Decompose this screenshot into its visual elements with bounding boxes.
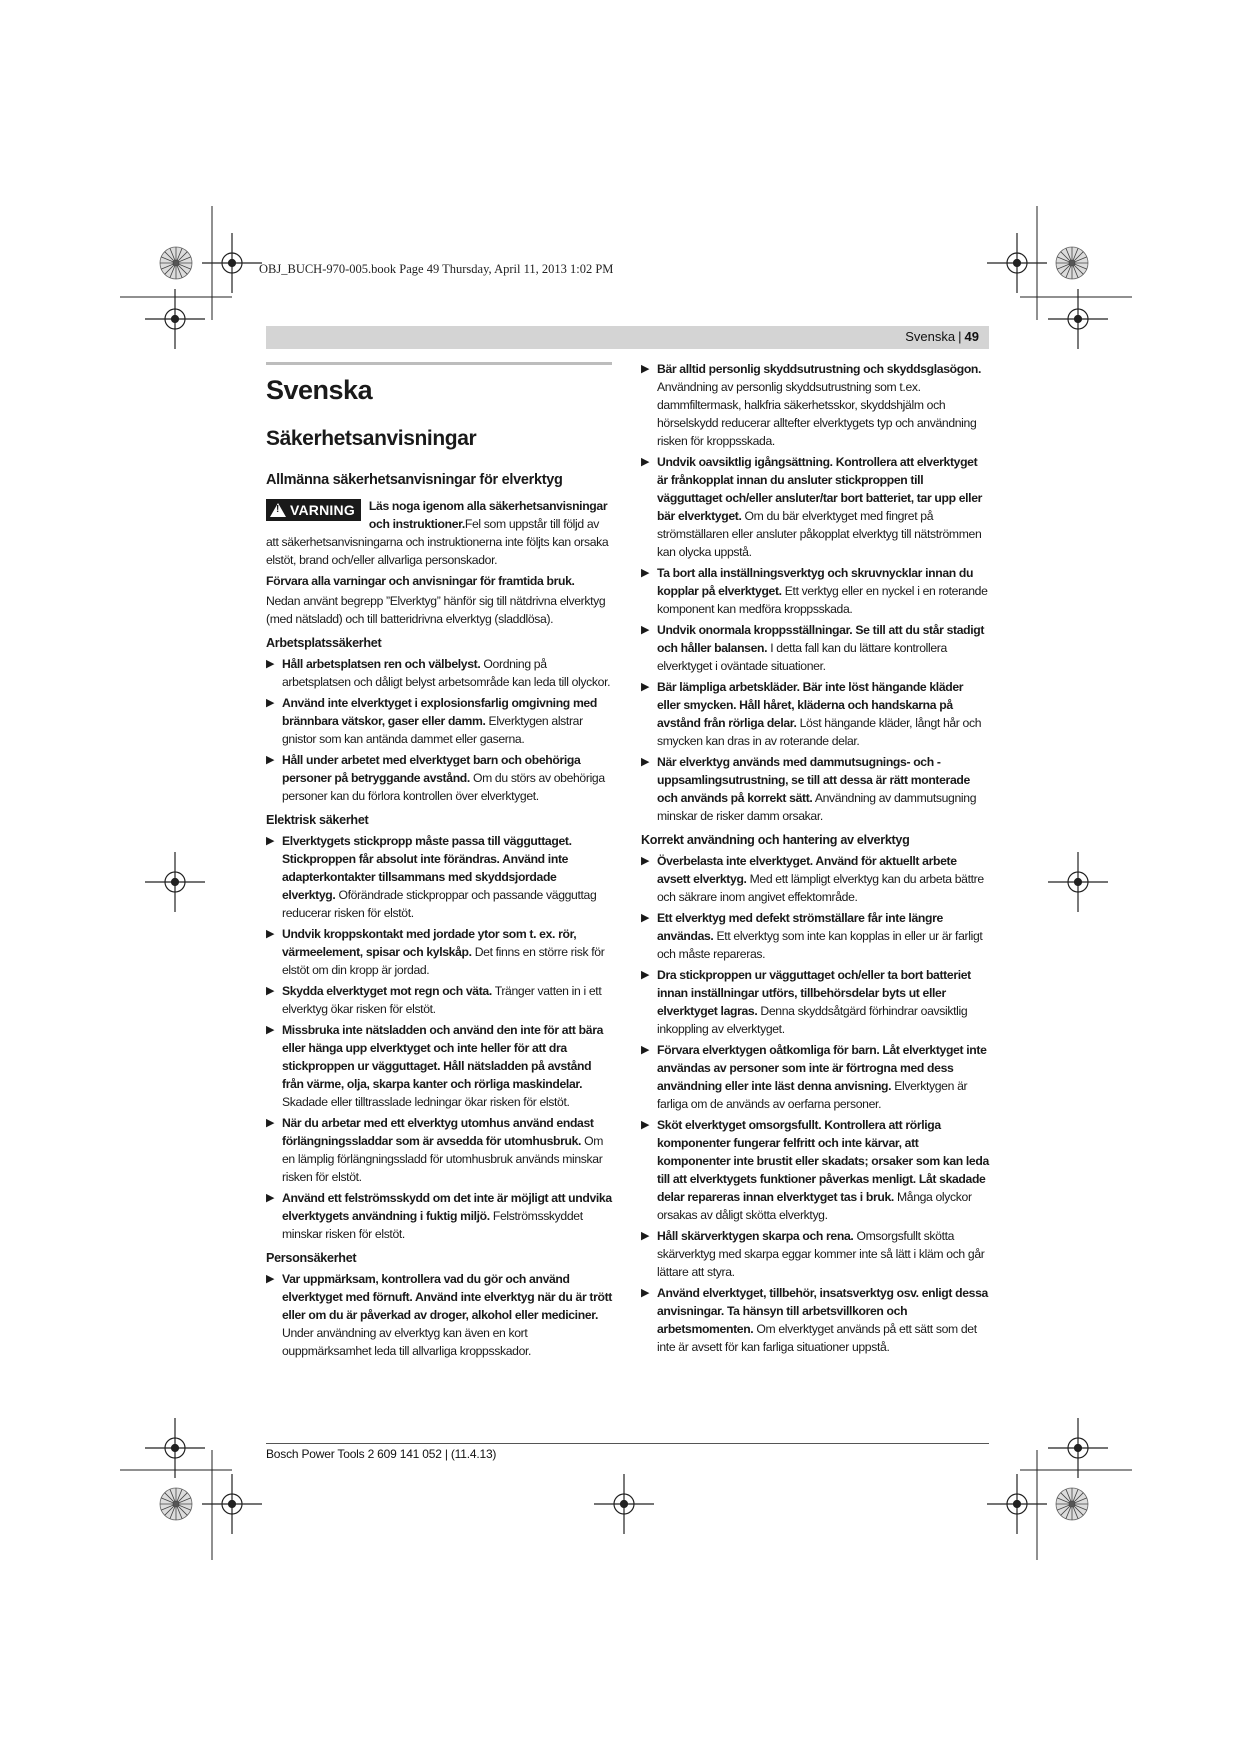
item-text: Om du störs av obehöriga personer kan du förlora kontrollen över elverktyget. xyxy=(282,771,605,803)
bullet-arrow-icon: ▶ xyxy=(641,456,650,468)
personal-safety-continued xyxy=(641,360,989,825)
item-text: Elverktygen är farliga om de används av oerfarna personer. xyxy=(657,1079,968,1111)
item-text: Om elverktyget används på ett sätt som det inte är avsett för kan farliga situationer uppstå. xyxy=(657,1322,977,1354)
group-heading: Korrekt användning och hantering av elverktyg xyxy=(641,833,910,847)
keep-notice: Förvara alla varningar och anvisningar för framtida bruk. xyxy=(266,574,575,588)
bullet-arrow-icon: ▶ xyxy=(641,624,650,636)
item-lead: Ett elverktyg med defekt strömställare får inte längre användas. xyxy=(657,911,943,943)
item-lead: Håll skärverktygen skarpa och rena. xyxy=(657,1229,854,1243)
right-column xyxy=(641,357,989,1356)
list-item xyxy=(266,925,612,979)
item-text: Löst hängande kläder, långt hår och smycken kan dras in av roterande delar. xyxy=(657,716,982,748)
list-item xyxy=(641,966,989,1038)
item-lead: Använd inte elverktyget i explosionsfarlig omgivning med brännbara vätskor, gaser eller damm. xyxy=(282,696,597,728)
item-text: Om en lämplig förlängningssladd för utomhusbruk används minskar risken för elstöt. xyxy=(282,1134,604,1184)
registration-star-icon xyxy=(160,1488,192,1520)
item-text: Felströmsskyddet minskar risken för elstöt. xyxy=(282,1209,583,1241)
item-lead: Undvik onormala kroppsställningar. Se till att du står stadigt och håller balansen. xyxy=(657,623,985,655)
item-lead: Dra stickproppen ur vägguttaget och/eller ta bort batteriet innan inställningar utförs, tillbehörsdelar byts ut eller elverktyget lagras. xyxy=(657,968,971,1018)
item-text: Många olyckor orsakas av dåligt skötta elverktyg. xyxy=(657,1190,972,1222)
bullet-arrow-icon: ▶ xyxy=(641,756,650,768)
list-item xyxy=(266,1114,612,1186)
item-lead: Håll under arbetet med elverktyget barn och obehöriga personer på betryggande avstånd. xyxy=(282,753,581,785)
list-item xyxy=(641,621,989,675)
group-heading: Arbetsplatssäkerhet xyxy=(266,636,382,650)
list-item xyxy=(641,909,989,963)
registration-cross-icon xyxy=(202,233,262,293)
item-lead: Använd elverktyget, tillbehör, insatsverktyg osv. enligt dessa anvisningar. Ta hänsyn till arbetsvillkoren och arbetsmomenten. xyxy=(657,1286,988,1336)
list-item xyxy=(641,1227,989,1281)
warning-badge xyxy=(266,499,361,521)
warning-badge-label: VARNING xyxy=(290,502,355,518)
item-lead: Var uppmärksam, kontrollera vad du gör och använd elverktyget med förnuft. Använd inte elverktyg när du är trött eller om du är påverkad av droger, alkohol eller mediciner. xyxy=(282,1272,612,1322)
title-rule xyxy=(266,362,612,365)
registration-cross-icon xyxy=(1048,852,1108,912)
item-lead: Undvik kroppskontakt med jordade ytor som t. ex. rör, värmeelement, spisar och kylskåp. xyxy=(282,927,577,959)
page-number: 49 xyxy=(964,329,979,344)
warning-triangle-icon xyxy=(270,503,286,517)
item-text: Det finns en större risk för elstöt om din kropp är jordad. xyxy=(282,945,605,977)
group-heading: Personsäkerhet xyxy=(266,1251,357,1265)
book-info-line: OBJ_BUCH-970-005.book Page 49 Thursday, April 11, 2013 1:02 PM xyxy=(259,262,614,276)
registration-star-icon xyxy=(1056,247,1088,279)
bullet-arrow-icon: ▶ xyxy=(266,985,275,997)
item-lead: Bär lämpliga arbetskläder. Bär inte löst hängande kläder eller smycken. Håll håret, kläderna och handskarna på avstånd från rörliga delar. xyxy=(657,680,964,730)
list-item xyxy=(641,453,989,561)
item-text: Skadade eller tilltrasslade ledningar ökar risken för elstöt. xyxy=(282,1095,570,1109)
list-item xyxy=(266,655,612,691)
bullet-arrow-icon: ▶ xyxy=(266,1192,275,1204)
list-item xyxy=(641,360,989,450)
registration-cross-icon xyxy=(145,289,205,349)
registration-star-icon xyxy=(1056,1488,1088,1520)
list-item xyxy=(266,832,612,922)
bullet-arrow-icon: ▶ xyxy=(641,912,650,924)
section-heading: Säkerhetsanvisningar xyxy=(266,427,477,450)
list-item xyxy=(266,1270,612,1360)
bullet-arrow-icon: ▶ xyxy=(641,1044,650,1056)
item-lead: Överbelasta inte elverktyget. Använd för aktuellt arbete avsett elverktyg. xyxy=(657,854,957,886)
page-header-band xyxy=(266,326,989,349)
item-text: Om du bär elverktyget med fingret på strömställaren eller ansluter påkopplat elverktyg till nätströmmen kan olycka uppstå. xyxy=(657,509,982,559)
left-column xyxy=(266,356,612,1360)
definition-text: Nedan använt begrepp ”Elverktyg” hänför sig till nätdrivna elverktyg (med nätsladd) och till batteridrivna elverktyg (sladdlösa). xyxy=(266,594,606,626)
bullet-arrow-icon: ▶ xyxy=(641,855,650,867)
bullet-arrow-icon: ▶ xyxy=(641,363,650,375)
list-item xyxy=(641,1116,989,1224)
item-lead: Missbruka inte nätsladden och använd den inte för att bära eller hänga upp elverktyget och inte heller för att dra stickproppen ur vägguttaget. Håll nätsladden på avstånd från värme, olja, skarpa kanter och rörliga maskindelar. xyxy=(282,1023,604,1091)
item-text: Användning av dammutsugning minskar de risker damm orsakar. xyxy=(657,791,977,823)
warning-text: Fel som uppstår till följd av att säkerhetsanvisningarna och instruktionerna inte följts kan orsaka elstöt, brand och/eller allvarliga personskador. xyxy=(266,517,609,567)
item-text: Ett verktyg eller en nyckel i en roterande komponent kan medföra kroppsskada. xyxy=(657,584,988,616)
bullet-arrow-icon: ▶ xyxy=(641,1230,650,1242)
item-text: Med ett lämpligt elverktyg kan du arbeta bättre och säkrare inom angivet effektområde. xyxy=(657,872,984,904)
bullet-arrow-icon: ▶ xyxy=(641,567,650,579)
item-text: Under användning av elverktyg kan även en kort ouppmärksamhet leda till allvarliga kroppsskador. xyxy=(282,1326,532,1358)
item-lead: Håll arbetsplatsen ren och välbelyst. xyxy=(282,657,481,671)
item-lead: När elverktyg används med dammutsugnings- och -uppsamlingsutrustning, se till att dessa är rätt monterade och används på korrekt sätt. xyxy=(657,755,970,805)
list-item xyxy=(641,753,989,825)
list-item xyxy=(641,852,989,906)
registration-cross-icon xyxy=(987,233,1047,293)
item-text: Tränger vatten in i ett elverktyg ökar risken för elstöt. xyxy=(282,984,602,1016)
item-lead: När du arbetar med ett elverktyg utomhus använd endast förlängningssladdar som är avsedda för utomhusbruk. xyxy=(282,1116,594,1148)
page-title: Svenska xyxy=(266,375,373,405)
item-text: Elverktygen alstrar gnistor som kan antända dammet eller gaserna. xyxy=(282,714,583,746)
list-item xyxy=(266,982,612,1018)
bullet-arrow-icon: ▶ xyxy=(266,697,275,709)
header-language: Svenska xyxy=(905,329,956,344)
subsection-heading: Allmänna säkerhetsanvisningar för elverktyg xyxy=(266,472,563,488)
registration-cross-icon xyxy=(145,1418,205,1478)
bullet-arrow-icon: ▶ xyxy=(266,928,275,940)
list-item xyxy=(266,751,612,805)
registration-star-icon xyxy=(160,247,192,279)
registration-cross-icon xyxy=(1048,289,1108,349)
bullet-arrow-icon: ▶ xyxy=(641,969,650,981)
footer-rule xyxy=(266,1443,989,1444)
header-separator: | xyxy=(958,329,962,344)
item-lead: Använd ett felströmsskydd om det inte är möjligt att undvika elverktygets användning i fuktig miljö. xyxy=(282,1191,612,1223)
list-item xyxy=(641,564,989,618)
item-text: I detta fall kan du lättare kontrollera elverktyget i oväntade situationer. xyxy=(657,641,947,673)
bullet-arrow-icon: ▶ xyxy=(266,658,275,670)
warning-block xyxy=(266,497,612,569)
item-lead: Ta bort alla inställningsverktyg och skruvnycklar innan du kopplar på elverktyget. xyxy=(657,566,974,598)
list-item xyxy=(266,1021,612,1111)
item-text: Oförändrade stickproppar och passande vägguttag reducerar risken för elstöt. xyxy=(282,888,597,920)
item-lead: Bär alltid personlig skyddsutrustning och skyddsglasögon. xyxy=(657,362,982,376)
registration-cross-icon xyxy=(987,1474,1047,1534)
item-text: Denna skyddsåtgärd förhindrar oavsiktlig inkoppling av elverktyget. xyxy=(657,1004,968,1036)
group-heading: Elektrisk säkerhet xyxy=(266,813,369,827)
page-footer: Bosch Power Tools 2 609 141 052 | (11.4.13) xyxy=(266,1447,497,1461)
registration-cross-icon xyxy=(594,1474,654,1534)
bullet-arrow-icon: ▶ xyxy=(266,1024,275,1036)
list-item xyxy=(641,678,989,750)
list-item xyxy=(266,1189,612,1243)
bullet-arrow-icon: ▶ xyxy=(266,754,275,766)
page-header xyxy=(905,329,979,344)
list-item xyxy=(641,1284,989,1356)
item-lead: Undvik oavsiktlig igångsättning. Kontrollera att elverktyget är frånkopplat innan du ansluter stickproppen till vägguttaget och/eller ansluter/tar bort batteriet, tar upp eller bär elverktyget. xyxy=(657,455,983,523)
registration-cross-icon xyxy=(145,852,205,912)
bullet-arrow-icon: ▶ xyxy=(266,1117,275,1129)
list-item xyxy=(641,1041,989,1113)
bullet-arrow-icon: ▶ xyxy=(641,1119,650,1131)
bullet-arrow-icon: ▶ xyxy=(266,835,275,847)
bullet-arrow-icon: ▶ xyxy=(266,1273,275,1285)
left-safety-groups xyxy=(266,634,612,1360)
item-text: Oordning på arbetsplatsen och dåligt belyst arbetsområde kan leda till olyckor. xyxy=(282,657,611,689)
list-item xyxy=(266,694,612,748)
bullet-arrow-icon: ▶ xyxy=(641,681,650,693)
item-text: Användning av personlig skyddsutrustning som t.ex. dammfiltermask, halkfria säkerhetsskor, skyddshjälm och hörselskydd reducerar alltefter elverktygets typ och användning risken för kroppsskada. xyxy=(657,380,977,448)
bullet-arrow-icon: ▶ xyxy=(641,1287,650,1299)
registration-cross-icon xyxy=(202,1474,262,1534)
item-lead: Förvara elverktygen oåtkomliga för barn. Låt elverktyget inte användas av personer som inte är förtrogna med dess användning eller inte läst denna anvisning. xyxy=(657,1043,987,1093)
warning-lead: Läs noga igenom alla säkerhetsanvisningar och instruktioner. xyxy=(368,499,608,531)
registration-cross-icon xyxy=(1048,1418,1108,1478)
item-lead: Elverktygets stickpropp måste passa till vägguttaget. Stickproppen får absolut inte förändras. Använd inte adapterkontakter tillsammans med skyddsjordade elverktyg. xyxy=(282,834,572,902)
item-text: Ett elverktyg som inte kan kopplas in eller ur är farligt och måste repareras. xyxy=(657,929,983,961)
item-lead: Sköt elverktyget omsorgsfullt. Kontrollera att rörliga komponenter fungerar felfritt och inte kärvar, att komponenter inte brustit eller skadats; orsaker som kan leda till att elverktygets funktioner påverkas menligt. Låt skadade delar repareras innan elverktyget tas i bruk. xyxy=(657,1118,989,1204)
item-text: Omsorgsfullt skötta skärverktyg med skarpa eggar kommer inte så lätt i kläm och går lättare att styra. xyxy=(657,1229,985,1279)
item-lead: Skydda elverktyget mot regn och väta. xyxy=(282,984,492,998)
tool-use-group xyxy=(641,831,989,1356)
